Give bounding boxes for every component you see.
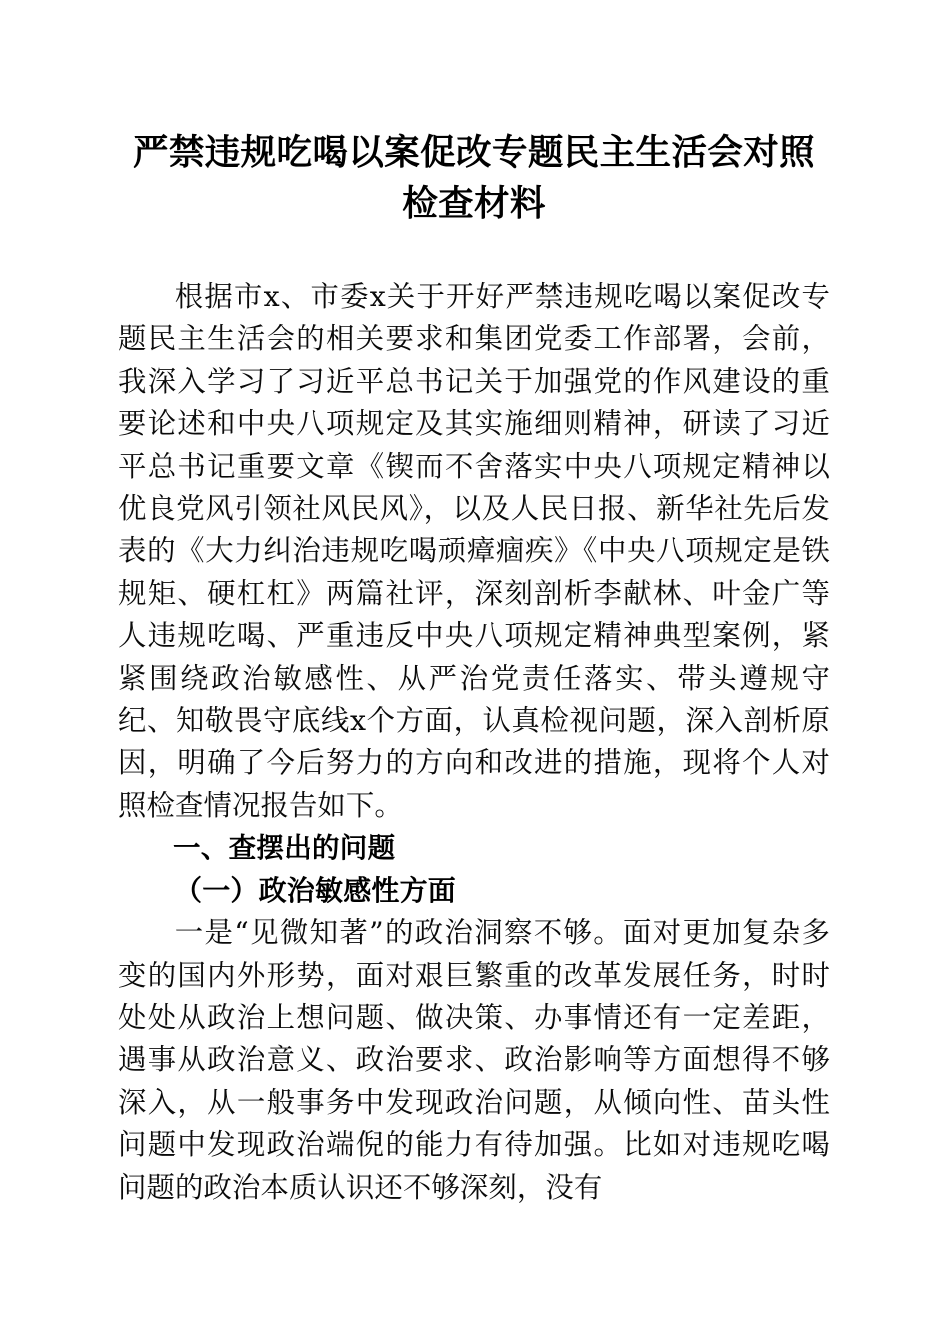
- subsection-heading-political-sensitivity: （一）政治敏感性方面: [174, 873, 457, 907]
- point-one-paragraph: 一是“见微知著”的政治洞察不够。面对更加复杂多变的国内外形势，面对艰巨繁重的改革发展任务，时时处处从政治上想问题、做决策、办事情还有一定差距，遇事从政治意义、政治要求、政治影响等方面想得不够深入，从一般事务中发现政治问题，从倾向性、苗头性问题中发现政治端倪的能力有待加强。比如对违规吃喝问题的政治本质认识还不够深刻，没有: [118, 916, 830, 1204]
- intro-paragraph: 根据市x、市委x关于开好严禁违规吃喝以案促改专题民主生活会的相关要求和集团党委工作部署，会前，我深入学习了习近平总书记关于加强党的作风建设的重要论述和中央八项规定及其实施细则精神，研读了习近平总书记重要文章《锲而不舍落实中央八项规定精神以优良党风引领社风民风》，以及人民日报、新华社先后发表的《大力纠治违规吃喝顽瘴痼疾》《中央八项规定是铁规矩、硬杠杠》两篇社评，深刻剖析李献林、叶金广等人违规吃喝、严重违反中央八项规定精神典型案例，紧紧围绕政治敏感性、从严治党责任落实、带头遵规守纪、知敬畏守底线x个方面，认真检视问题，深入剖析原因，明确了今后努力的方向和改进的措施，现将个人对照检查情况报告如下。: [118, 280, 830, 822]
- section-heading-problems: 一、查摆出的问题: [173, 832, 396, 864]
- page-content-area: [118, 0, 830, 1209]
- page-title: 严禁违规吃喝以案促改专题民主生活会对照检查材料: [132, 132, 816, 223]
